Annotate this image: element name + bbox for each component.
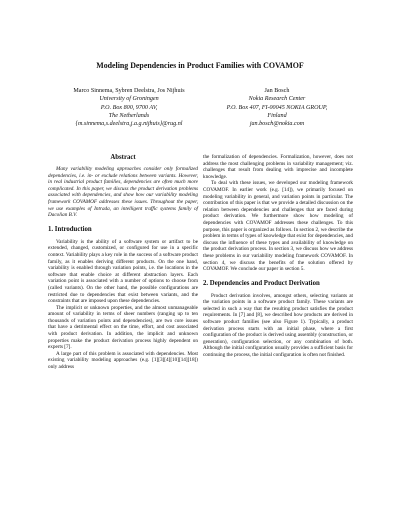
paragraph: A large part of this problem is associated with dependencies. Most existing variability modeling approaches (e.g. [1][3][4][10][14][18]) only address: [48, 350, 198, 371]
section-heading-introduction: 1. Introduction: [48, 225, 92, 233]
author-names: Marco Sinnema, Sybren Deelstra, Jos Nijhuis: [73, 88, 185, 94]
author-block-right: [206, 87, 348, 128]
abstract-text: Many variability modeling approaches consider only formalized dependencies, i.e. in- or exclude relations between variants. However, in real industrial product families, dependencies are often much more complicated. In this paper, we discuss the product derivation problems associated with dependencies, and show how our variability modeling framework COVAMOF addresses these issues. Throughout the paper, we use examples of Intrada, an intelligent traffic systems family of Dacolian B.V.: [48, 166, 198, 219]
paragraph: Variability is the ability of a software system or artifact to be extended, changed, customized, or configured for use in a specific context. Variability plays a key role in the success of a software product family, as it enables deriving different products. On the one hand, variability is enabled through variation points, i.e. the locations in the software that enable choice at different abstraction layers. Each variation point is associated with a number of options to choose from (called variants). On the other hand, the possible configurations are restricted due to dependencies that exist between variants, and the constraints that are imposed upon these dependencies.: [48, 238, 198, 305]
author-country: Finland: [267, 112, 287, 119]
author-address: P.O. Box 407, FI-00045 NOKIA GROUP,: [226, 104, 328, 111]
author-email: jan.bosch@nokia.com: [249, 121, 305, 128]
author-country: The Netherlands: [108, 112, 150, 119]
author-block-left: [48, 87, 210, 128]
paper-title: Modeling Dependencies in Product Families with COVAMOF: [96, 61, 304, 70]
author-affiliation: Nokia Research Center: [248, 96, 306, 103]
author-names: Jan Bosch: [264, 88, 290, 94]
section-heading-dependencies: 2. Dependencies and Product Derivation: [203, 279, 320, 287]
left-column: [48, 153, 198, 371]
author-email: {m.sinnema,s.deelstra,j.a.g.nijhuis}@rug.nl: [75, 121, 183, 128]
author-affiliation: University of Groningen: [99, 96, 159, 103]
paragraph: the formalization of dependencies. Formalization, however, does not address the most challenging problems in variability management; viz. challenges that result from dealing with imprecise and incomplete knowledge.: [203, 154, 353, 180]
paragraph: The implicit or unknown properties, and the almost unmanageable amount of variability in terms of sheer numbers (ranging up to ten thousands of variation points and dependencies), are two core issues that have a detrimental effect on the time, effort, and cost associated with product derivation. In addition, the implicit and unknown properties make the product derivation process highly dependent on experts [7].: [48, 304, 198, 351]
author-address: P.O. Box 800, 9700 AV,: [100, 104, 158, 111]
paragraph: To deal with these issues, we developed our modeling framework COVAMOF. In earlier work (e.g. [14]), we primarily focused on modeling variability in general, and variation points in particular. The contribution of this paper is that we provide a detailed discussion on the relation between dependencies and challenges that are faced during product derivation. We furthermore show how modeling of dependencies with COVAMOF addresses these challenges. To this purpose, this paper is organized as follows. In section 2, we describe the problem in terms of types of knowledge that exist for dependencies, and discuss the influence of these types and availability of knowledge on the product derivation process. In section 3, we discuss how we address these problems in our variability modeling framework COVAMOF. In section 4, we discuss the benefits of the solution offered by COVAMOF. We conclude our paper in section 5.: [203, 180, 353, 273]
paragraph: Product derivation involves, amongst others, selecting variants at the variation points in a software product family. These variants are selected in such a way that the resulting product satisfies the product requirements. In [7] and [8], we described how products are derived in software product families (see also Figure 1). Typically, a product derivation process starts with an initial phase, where a first configuration of the product is derived using assembly (construction, or generation), configuration selection, or any combination of both. Although the initial configuration usually provides a sufficient basis for continuing the process, the initial configuration is often not finished.: [203, 292, 353, 359]
right-column: [203, 154, 353, 359]
abstract-heading: Abstract: [110, 154, 136, 161]
